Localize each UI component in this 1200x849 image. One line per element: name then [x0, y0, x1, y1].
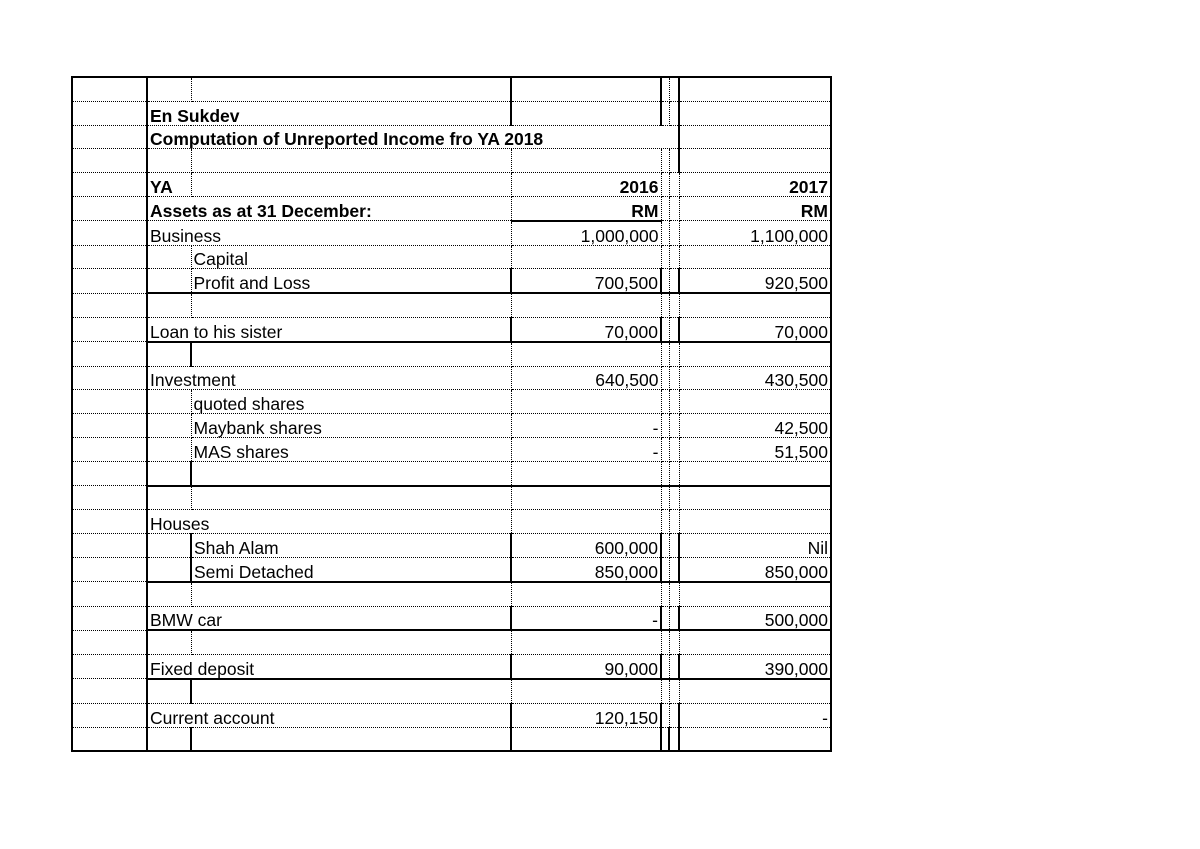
cell[interactable] — [661, 342, 669, 366]
cell[interactable] — [147, 149, 191, 173]
spreadsheet-table — [71, 76, 832, 752]
row-header-cell[interactable] — [72, 269, 147, 293]
cell[interactable] — [661, 655, 669, 679]
cell[interactable] — [147, 679, 191, 703]
cell[interactable] — [661, 293, 669, 317]
current-account-2017-cell[interactable]: - — [679, 703, 831, 727]
cell[interactable] — [661, 366, 669, 390]
business-label-cell[interactable]: Business — [147, 221, 511, 245]
cell[interactable] — [191, 293, 511, 317]
cell[interactable] — [661, 221, 669, 245]
row-header-cell[interactable] — [72, 293, 147, 317]
cell[interactable] — [147, 557, 191, 581]
table-row — [72, 655, 831, 679]
table-row — [72, 342, 831, 366]
cell[interactable] — [511, 727, 661, 751]
cell[interactable] — [191, 582, 511, 606]
ya-label-cell[interactable]: YA — [147, 173, 191, 197]
cell[interactable] — [191, 342, 511, 366]
cell[interactable] — [669, 101, 679, 125]
cell[interactable] — [661, 437, 669, 461]
current-account-label-cell[interactable]: Current account — [147, 703, 511, 727]
cell[interactable] — [511, 510, 661, 534]
table-row — [72, 606, 831, 630]
row-header-cell[interactable] — [72, 414, 147, 438]
cell[interactable] — [661, 196, 669, 220]
investment-2016-cell[interactable]: 640,500 — [511, 366, 661, 390]
row-header-cell[interactable] — [72, 461, 147, 485]
row-header-cell[interactable] — [72, 366, 147, 390]
cell[interactable] — [669, 414, 679, 438]
current-account-2016-cell[interactable]: 120,150 — [511, 703, 661, 727]
cell[interactable] — [679, 77, 831, 101]
cell[interactable] — [679, 245, 831, 269]
cell[interactable] — [511, 293, 661, 317]
cell[interactable] — [679, 125, 831, 149]
table-row — [72, 414, 831, 438]
cell[interactable] — [191, 77, 511, 101]
cell[interactable] — [669, 221, 679, 245]
profit-loss-2017-cell[interactable]: 920,500 — [679, 269, 831, 293]
cell[interactable] — [511, 679, 661, 703]
table-row — [72, 727, 831, 751]
row-header-cell[interactable] — [72, 125, 147, 149]
cell[interactable] — [661, 390, 669, 414]
cell[interactable] — [669, 149, 679, 173]
loan-label-cell[interactable]: Loan to his sister — [147, 317, 511, 341]
currency-2016-cell[interactable]: RM — [511, 196, 661, 220]
cell[interactable] — [669, 461, 679, 485]
cell[interactable] — [191, 486, 511, 510]
row-header-cell[interactable] — [72, 703, 147, 727]
cell[interactable] — [147, 437, 191, 461]
cell[interactable] — [669, 390, 679, 414]
cell[interactable] — [191, 149, 511, 173]
cell[interactable] — [669, 679, 679, 703]
semi-detached-label-cell[interactable]: Semi Detached — [191, 557, 511, 581]
table-row — [72, 510, 831, 534]
cell[interactable] — [147, 342, 191, 366]
capital-label-cell[interactable]: Capital — [191, 245, 511, 269]
year-2017-cell[interactable]: 2017 — [679, 173, 831, 197]
cell[interactable] — [661, 101, 669, 125]
cell[interactable] — [661, 173, 669, 197]
table-row — [72, 534, 831, 558]
shah-alam-2016-cell[interactable]: 600,000 — [511, 534, 661, 558]
cell[interactable] — [147, 534, 191, 558]
table-row — [72, 390, 831, 414]
cell[interactable] — [669, 510, 679, 534]
table-row — [72, 630, 831, 654]
cell[interactable] — [147, 630, 191, 654]
cell[interactable] — [661, 582, 669, 606]
cell[interactable] — [669, 196, 679, 220]
cell[interactable] — [191, 679, 511, 703]
row-header-cell[interactable] — [72, 77, 147, 101]
cell[interactable] — [679, 679, 831, 703]
cell[interactable] — [191, 630, 511, 654]
table-row — [72, 437, 831, 461]
cell[interactable] — [679, 101, 831, 125]
cell[interactable] — [511, 486, 661, 510]
sheet-title-cell[interactable]: Computation of Unreported Income fro YA 2018 — [147, 125, 679, 149]
row-header-cell[interactable] — [72, 727, 147, 751]
loan-2016-cell[interactable]: 70,000 — [511, 317, 661, 341]
cell[interactable] — [669, 437, 679, 461]
row-header-cell[interactable] — [72, 510, 147, 534]
row-header-cell[interactable] — [72, 245, 147, 269]
cell[interactable] — [661, 510, 669, 534]
cell[interactable] — [661, 149, 669, 173]
cell[interactable] — [669, 557, 679, 581]
cell[interactable] — [669, 655, 679, 679]
maybank-2016-cell[interactable]: - — [511, 414, 661, 438]
profit-loss-2016-cell[interactable]: 700,500 — [511, 269, 661, 293]
cell[interactable] — [511, 342, 661, 366]
cell[interactable] — [661, 317, 669, 341]
cell[interactable] — [679, 727, 831, 751]
bmw-label-cell[interactable]: BMW car — [147, 606, 511, 630]
table-row — [72, 293, 831, 317]
cell[interactable] — [511, 390, 661, 414]
mas-2017-cell[interactable]: 51,500 — [679, 437, 831, 461]
row-header-cell[interactable] — [72, 221, 147, 245]
year-2016-cell[interactable]: 2016 — [511, 173, 661, 197]
cell[interactable] — [679, 293, 831, 317]
cell[interactable] — [669, 366, 679, 390]
cell[interactable] — [669, 77, 679, 101]
row-header-cell[interactable] — [72, 437, 147, 461]
cell[interactable] — [147, 269, 191, 293]
row-header-cell[interactable] — [72, 390, 147, 414]
loan-2017-cell[interactable]: 70,000 — [679, 317, 831, 341]
table-row — [72, 703, 831, 727]
table-row — [72, 582, 831, 606]
investment-2017-cell[interactable]: 430,500 — [679, 366, 831, 390]
semi-detached-2017-cell[interactable]: 850,000 — [679, 557, 831, 581]
row-header-cell[interactable] — [72, 606, 147, 630]
cell[interactable] — [147, 727, 191, 751]
cell[interactable] — [669, 486, 679, 510]
cell[interactable] — [147, 486, 191, 510]
houses-label-cell[interactable]: Houses — [147, 510, 511, 534]
table-row — [72, 557, 831, 581]
profit-loss-label-cell[interactable]: Profit and Loss — [191, 269, 511, 293]
business-2017-cell[interactable]: 1,100,000 — [679, 221, 831, 245]
assets-heading-cell[interactable]: Assets as at 31 December: — [147, 196, 511, 220]
cell[interactable] — [669, 606, 679, 630]
cell[interactable] — [511, 245, 661, 269]
table-row — [72, 149, 831, 173]
cell[interactable] — [191, 173, 511, 197]
maybank-2017-cell[interactable]: 42,500 — [679, 414, 831, 438]
table-row — [72, 461, 831, 485]
cell[interactable] — [661, 703, 669, 727]
table-row — [72, 173, 831, 197]
bmw-2016-cell[interactable]: - — [511, 606, 661, 630]
cell[interactable] — [661, 534, 669, 558]
cell[interactable] — [661, 630, 669, 654]
row-header-cell[interactable] — [72, 149, 147, 173]
cell[interactable] — [669, 582, 679, 606]
table-row — [72, 77, 831, 101]
fixed-deposit-2016-cell[interactable]: 90,000 — [511, 655, 661, 679]
cell[interactable] — [669, 245, 679, 269]
cell[interactable] — [147, 77, 191, 101]
cell[interactable] — [679, 149, 831, 173]
shah-alam-label-cell[interactable]: Shah Alam — [191, 534, 511, 558]
cell[interactable] — [661, 486, 669, 510]
cell[interactable] — [661, 727, 669, 751]
semi-detached-2016-cell[interactable]: 850,000 — [511, 557, 661, 581]
cell[interactable] — [147, 461, 191, 485]
cell[interactable] — [661, 77, 669, 101]
cell[interactable] — [511, 630, 661, 654]
cell[interactable] — [147, 414, 191, 438]
cell[interactable] — [147, 293, 191, 317]
cell[interactable] — [511, 461, 661, 485]
row-header-cell[interactable] — [72, 582, 147, 606]
client-name-cell[interactable]: En Sukdev — [147, 101, 511, 125]
mas-label-cell[interactable]: MAS shares — [191, 437, 511, 461]
cell[interactable] — [661, 557, 669, 581]
table-row — [72, 196, 831, 220]
table-row — [72, 366, 831, 390]
cell[interactable] — [669, 293, 679, 317]
cell[interactable] — [669, 727, 679, 751]
table-row — [72, 317, 831, 341]
cell[interactable] — [669, 534, 679, 558]
investment-label-cell[interactable]: Investment — [147, 366, 511, 390]
cell[interactable] — [669, 630, 679, 654]
row-header-cell[interactable] — [72, 317, 147, 341]
cell[interactable] — [147, 582, 191, 606]
cell[interactable] — [679, 630, 831, 654]
cell[interactable] — [679, 390, 831, 414]
table-row — [72, 269, 831, 293]
cell[interactable] — [511, 149, 661, 173]
row-header-cell[interactable] — [72, 173, 147, 197]
table-row — [72, 679, 831, 703]
mas-2016-cell[interactable]: - — [511, 437, 661, 461]
business-2016-cell[interactable]: 1,000,000 — [511, 221, 661, 245]
cell[interactable] — [669, 317, 679, 341]
cell[interactable] — [511, 101, 661, 125]
table-row — [72, 221, 831, 245]
cell[interactable] — [511, 77, 661, 101]
cell[interactable] — [679, 582, 831, 606]
row-header-cell[interactable] — [72, 342, 147, 366]
cell[interactable] — [661, 461, 669, 485]
row-header-cell[interactable] — [72, 655, 147, 679]
cell[interactable] — [679, 461, 831, 485]
maybank-label-cell[interactable]: Maybank shares — [191, 414, 511, 438]
cell[interactable] — [661, 414, 669, 438]
cell[interactable] — [669, 269, 679, 293]
cell[interactable] — [679, 510, 831, 534]
row-header-cell[interactable] — [72, 679, 147, 703]
cell[interactable] — [147, 390, 191, 414]
cell[interactable] — [661, 679, 669, 703]
cell[interactable] — [679, 342, 831, 366]
row-header-cell[interactable] — [72, 534, 147, 558]
table-row — [72, 486, 831, 510]
row-header-cell[interactable] — [72, 486, 147, 510]
cell[interactable] — [669, 173, 679, 197]
cell[interactable] — [191, 461, 511, 485]
fixed-deposit-2017-cell[interactable]: 390,000 — [679, 655, 831, 679]
table-row — [72, 101, 831, 125]
bmw-2017-cell[interactable]: 500,000 — [679, 606, 831, 630]
quoted-shares-label-cell[interactable]: quoted shares — [191, 390, 511, 414]
row-header-cell[interactable] — [72, 630, 147, 654]
cell[interactable] — [661, 269, 669, 293]
cell[interactable] — [661, 245, 669, 269]
cell[interactable] — [511, 582, 661, 606]
row-header-cell[interactable] — [72, 101, 147, 125]
cell[interactable] — [661, 606, 669, 630]
shah-alam-2017-cell[interactable]: Nil — [679, 534, 831, 558]
row-header-cell[interactable] — [72, 557, 147, 581]
cell[interactable] — [147, 245, 191, 269]
cell[interactable] — [679, 486, 831, 510]
fixed-deposit-label-cell[interactable]: Fixed deposit — [147, 655, 511, 679]
cell[interactable] — [669, 342, 679, 366]
cell[interactable] — [669, 703, 679, 727]
cell[interactable] — [191, 727, 511, 751]
table-row — [72, 245, 831, 269]
currency-2017-cell[interactable]: RM — [679, 196, 831, 220]
row-header-cell[interactable] — [72, 196, 147, 220]
table-row — [72, 125, 831, 149]
